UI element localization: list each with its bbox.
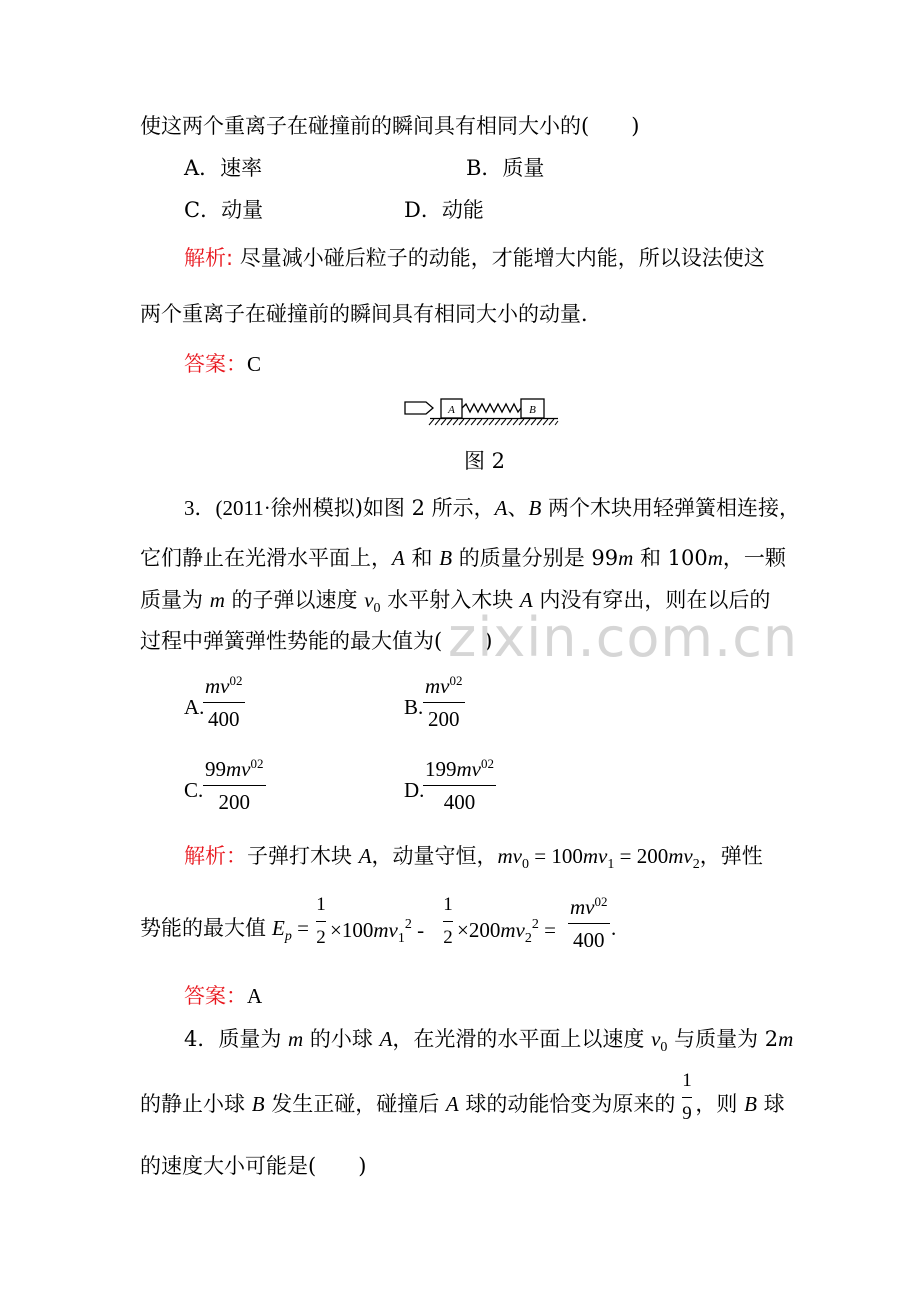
q2-option-d: D．动能 [404,198,484,222]
q4-line1 [184,1029,793,1055]
block-b-label: B [529,404,536,416]
q3-opt-c-den: 200 [218,790,250,814]
q3-an1-2: ，动量守恒， [371,844,498,868]
q3-l3-m: m [209,588,225,612]
q3-analysis-label: 解析： [184,844,247,868]
q3-number: 3．(2011· [184,496,271,520]
q3-l3-v: v [364,588,374,612]
q2-answer-value: C [247,352,262,376]
q3-l1-sep: 、 [507,496,529,520]
q4-l2-5: 球 [756,1092,785,1116]
figure-2-diagram [400,394,562,430]
fraction-bar [203,702,245,703]
q3-l3-4: 内没有穿出，则在以后的 [532,588,771,612]
q4-frac-num: 1 [682,1070,692,1091]
q3-l2-m1: m [618,546,634,570]
q3-line2 [140,548,786,569]
q4-l2-b2: B [744,1092,757,1116]
q2-analysis-line1 [184,248,765,269]
q3-l1-tail: 两个木块用轻弹簧相连接， [541,496,800,520]
watermark: zixin.com.cn [448,606,799,669]
bullet-shape [405,402,433,414]
q3-opt-d-num: $199mv^{02}$ [425,756,494,781]
q3-opt-b-fraction [423,674,465,730]
q3-l3-a: A [519,588,533,612]
q3-an2-result [568,895,610,951]
q3-an2-E: $E_p$ = [272,916,309,944]
q3-opt-d-prefix: D. [404,778,425,802]
figure-caption: 图 2 [464,449,506,473]
q3-line4: 过程中弹簧弹性势能的最大值为( ) [140,629,493,653]
q3-l1-a: A [494,496,508,520]
q3-an1-equation: $mv_0 = 100mv_1 = 200mv_2$ [497,844,700,872]
spring [462,404,521,412]
q4-l1-sub: 0 [660,1040,668,1055]
q2-analysis-text1: 尽量减小碰后粒子的动能，才能增大内能，所以设法使这 [233,246,765,270]
q3-l3-2: 的子弹以速度 [224,588,365,612]
q3-opt-a-den: 400 [208,707,240,731]
q3-analysis-line1 [184,846,763,872]
q3-opt-d-fraction [423,757,496,813]
q3-opt-a-num: $mv^{02}$ [205,673,243,698]
q3-opt-a-fraction [203,674,245,730]
q4-l1-1: 4．质量为 [184,1027,289,1051]
fraction-bar [423,785,496,786]
q3-an1-1: 子弹打木块 [247,844,359,868]
q2-answer-label: 答案： [184,352,247,376]
q2-answer [184,354,261,375]
q3-answer-value: A [247,984,263,1008]
half-num: 1 [443,894,453,915]
q3-l3-sub: 0 [373,601,381,616]
fraction-bar [568,923,610,924]
q3-an1-3: ，弹性 [699,844,763,868]
fraction-bar [443,921,453,922]
q2-stem-end: 使这两个重离子在碰撞前的瞬间具有相同大小的( ) [140,114,640,138]
q3-opt-c-prefix: C. [184,778,204,802]
q4-fraction-one-ninth [680,1071,694,1123]
q3-l3-3: 水平射入木块 [380,588,520,612]
result-num: $mv^{02}$ [570,894,608,919]
q2-analysis-label: 解析: [184,246,234,270]
q3-opt-d-den: 400 [443,790,476,814]
q3-opt-c-num: $99mv^{02}$ [205,756,264,781]
q3-opt-c-fraction [203,757,266,813]
q3-an1-a: A [358,844,372,868]
q4-l1-4: 与质量为 2 [667,1027,779,1051]
q3-an2-half-1 [313,895,329,947]
q3-line1 [184,498,800,519]
q4-l2-3: 球的动能恰变为原来的 [458,1092,676,1116]
q3-answer [184,986,262,1007]
q3-answer-label: 答案： [184,984,247,1008]
q3-an2-half-2 [440,895,456,947]
fraction-bar [682,1097,692,1098]
q4-l1-m2: m [778,1027,794,1051]
q4-l1-2: 的小球 [303,1027,380,1051]
q3-l2-b: B [439,546,453,570]
fraction-bar [203,785,266,786]
q3-l2-4: 和 100 [633,546,708,570]
q3-opt-b-num: $mv^{02}$ [425,673,463,698]
q4-l1-m: m [288,1027,304,1051]
q4-l2-2: 发生正碰，碰撞后 [264,1092,446,1116]
q3-an2-text: 势能的最大值 [140,916,266,940]
q3-l2-5: ，一颗 [722,546,786,570]
q3-an2-term1: $\times 100mv_1^2$ - [330,917,425,946]
q4-line3: 的速度大小可能是( ) [140,1154,367,1178]
half-den: 2 [316,927,326,948]
half-den: 2 [443,927,453,948]
q4-l1-a: A [379,1027,393,1051]
q3-source: 徐州模拟 [270,496,355,520]
q2-analysis-line2: 两个重离子在碰撞前的瞬间具有相同大小的动量． [140,302,602,326]
q4-l2-a: A [445,1092,459,1116]
fraction-bar [316,921,326,922]
q3-l2-a: A [392,546,405,570]
block-a-label: A [448,404,455,416]
q3-an2-period: . [611,916,617,940]
q4-l2-4: ，则 [695,1092,745,1116]
fraction-bar [423,702,465,703]
q4-l2-1: 的静止小球 [140,1092,252,1116]
q4-l1-3: ，在光滑的水平面上以速度 [392,1027,652,1051]
q3-an2-term2: $\times 200mv_2^2$ = [457,917,556,946]
q3-l2-3: 的质量分别是 99 [452,546,619,570]
q3-l1-b: B [528,496,542,520]
q3-opt-b-den: 200 [428,707,460,731]
q4-l2-b: B [251,1092,265,1116]
q3-opt-a-prefix: A. [184,695,205,719]
half-num: 1 [316,894,326,915]
q2-option-b: B．质量 [466,156,545,180]
result-den: 400 [573,928,605,952]
q3-l1-rest: )如图 2 所示， [354,496,495,520]
q3-l2-m2: m [707,546,723,570]
q3-l2-2: 和 [404,546,440,570]
q2-option-a: A．速率 [184,156,263,180]
q3-l2-1: 它们静止在光滑水平面上， [140,546,392,570]
q3-opt-b-prefix: B. [404,695,424,719]
q2-option-c: C．动量 [184,198,264,222]
q3-l3-1: 质量为 [140,588,210,612]
q4-l1-v: v [651,1027,661,1051]
q4-frac-den: 9 [682,1103,692,1124]
